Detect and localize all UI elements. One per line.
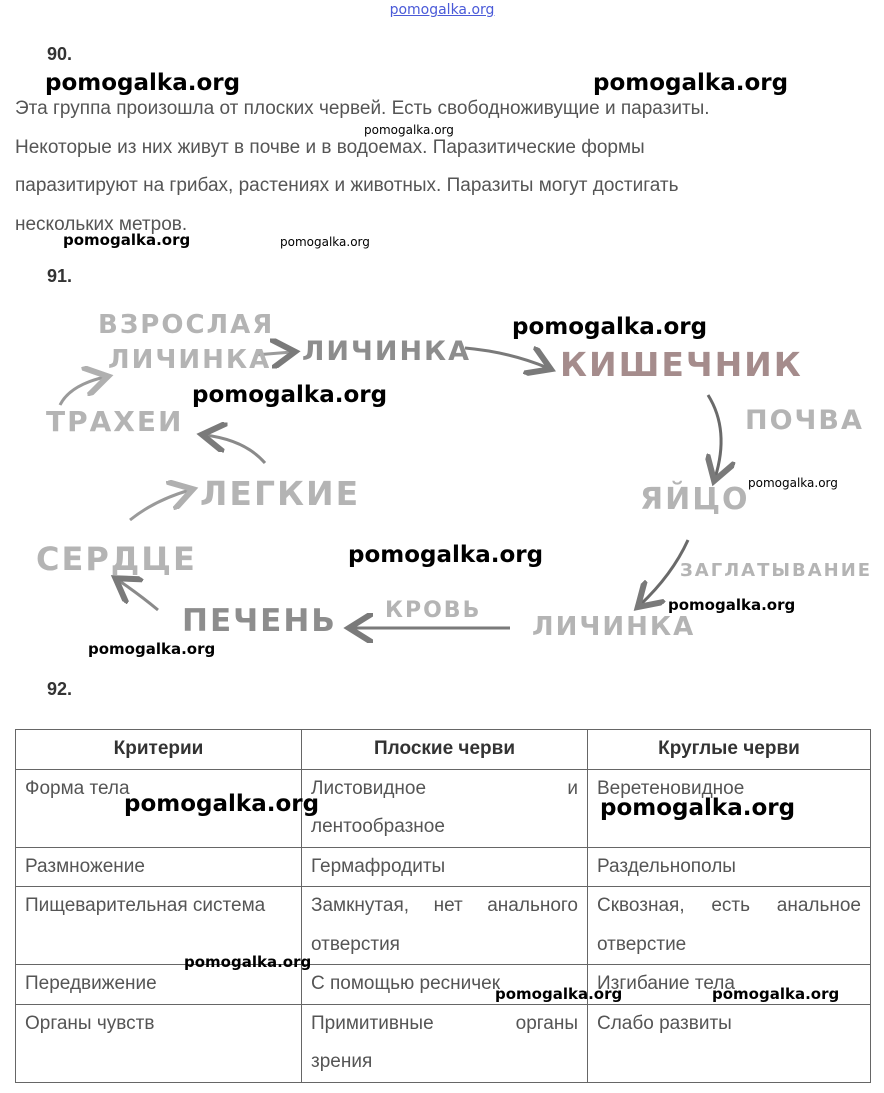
table-header-row: [16, 730, 871, 770]
table-cell: Примитивные органы зрения: [302, 1004, 588, 1082]
watermark-text: pomogalka.org: [124, 791, 320, 817]
arrow-larva-to-intestine: [465, 348, 548, 368]
table-cell: Замкнутая, нет анального отверстия: [302, 887, 588, 965]
watermark-text: pomogalka.org: [88, 640, 216, 658]
table-cell: Размножение: [16, 847, 302, 887]
worms-comparison-table: [15, 729, 871, 1083]
table-cell: Органы чувств: [16, 1004, 302, 1082]
watermark-text: pomogalka.org: [668, 596, 796, 614]
exercise-number-91: 91.: [47, 266, 73, 286]
node-blood: КРОВЬ: [385, 598, 482, 623]
table-header-cell: Круглые черви: [588, 730, 871, 770]
site-header-link[interactable]: pomogalka.org: [389, 2, 495, 18]
table-cell: Листовидное и лентообразное: [302, 769, 588, 847]
answer-90-line-2: Некоторые из них живут в почве и в водоемах. Паразитические формы: [15, 136, 645, 158]
table-cell: Слабо развиты: [588, 1004, 871, 1082]
table-cell: Пищеварительная система: [16, 887, 302, 965]
watermark-text: pomogalka.org: [712, 985, 840, 1003]
watermark-text: pomogalka.org: [348, 542, 544, 568]
watermark-text: pomogalka.org: [495, 985, 623, 1003]
table-row: [16, 887, 871, 965]
watermark-text: pomogalka.org: [748, 476, 838, 490]
table-cell: Изгибание тела: [588, 965, 871, 1005]
node-liver: ПЕЧЕНЬ: [182, 603, 337, 639]
table-cell: Раздельнополы: [588, 847, 871, 887]
node-adult-label-2: ЛИЧИНКА: [108, 345, 272, 375]
watermark-text: pomogalka.org: [184, 953, 312, 971]
node-larva-top: ЛИЧИНКА: [302, 336, 471, 367]
node-intestine: КИШЕЧНИК: [560, 345, 803, 384]
table-header-cell: Критерии: [16, 730, 302, 770]
watermark-text: pomogalka.org: [45, 70, 241, 96]
arrow-liver-to-heart: [118, 580, 158, 610]
node-larva-bottom: ЛИЧИНКА: [532, 612, 696, 642]
exercise-number-90: 90.: [47, 44, 73, 64]
arrow-trachea-to-adult: [60, 377, 105, 405]
node-encapsulation: ЗАГЛАТЫВАНИЕ: [680, 560, 873, 581]
node-heart: СЕРДЦЕ: [36, 540, 197, 578]
table-header-cell: Плоские черви: [302, 730, 588, 770]
table-cell: Гермафродиты: [302, 847, 588, 887]
node-soil: ПОЧВА: [745, 405, 864, 436]
answer-90-line-4: нескольких метров.: [15, 213, 188, 235]
watermark-text: pomogalka.org: [192, 382, 388, 408]
table-cell: Веретеновидное: [588, 769, 871, 847]
table-cell: Передвижение: [16, 965, 302, 1005]
table-row: [16, 847, 871, 887]
node-trachea: ТРАХЕИ: [46, 405, 184, 438]
exercise-number-92: 92.: [47, 679, 73, 699]
watermark-text: pomogalka.org: [364, 123, 454, 137]
table-cell: С помощью ресничек: [302, 965, 588, 1005]
arrow-heart-to-lungs: [130, 490, 190, 520]
node-adult-label-1: ВЗРОСЛАЯ: [98, 310, 275, 340]
node-egg: ЯЙЦО: [640, 482, 750, 517]
watermark-text: pomogalka.org: [280, 235, 370, 249]
answer-90-line-1: Эта группа произошла от плоских червей. Есть свободноживущие и паразиты.: [15, 98, 710, 119]
watermark-text: pomogalka.org: [63, 231, 191, 249]
table-cell: Форма тела: [16, 769, 302, 847]
arrow-intestine-to-egg: [708, 395, 721, 478]
watermark-text: pomogalka.org: [512, 314, 708, 340]
table-row: [16, 1004, 871, 1082]
arrow-lungs-to-trachea: [205, 435, 265, 463]
answer-90-line-3: паразитируют на грибах, растениях и животных. Паразиты могут достигать: [15, 175, 679, 196]
watermark-text: pomogalka.org: [593, 70, 789, 96]
table-cell: Сквозная, есть анальное отверстие: [588, 887, 871, 965]
node-lungs: ЛЕГКИЕ: [200, 474, 361, 513]
watermark-text: pomogalka.org: [600, 795, 796, 821]
